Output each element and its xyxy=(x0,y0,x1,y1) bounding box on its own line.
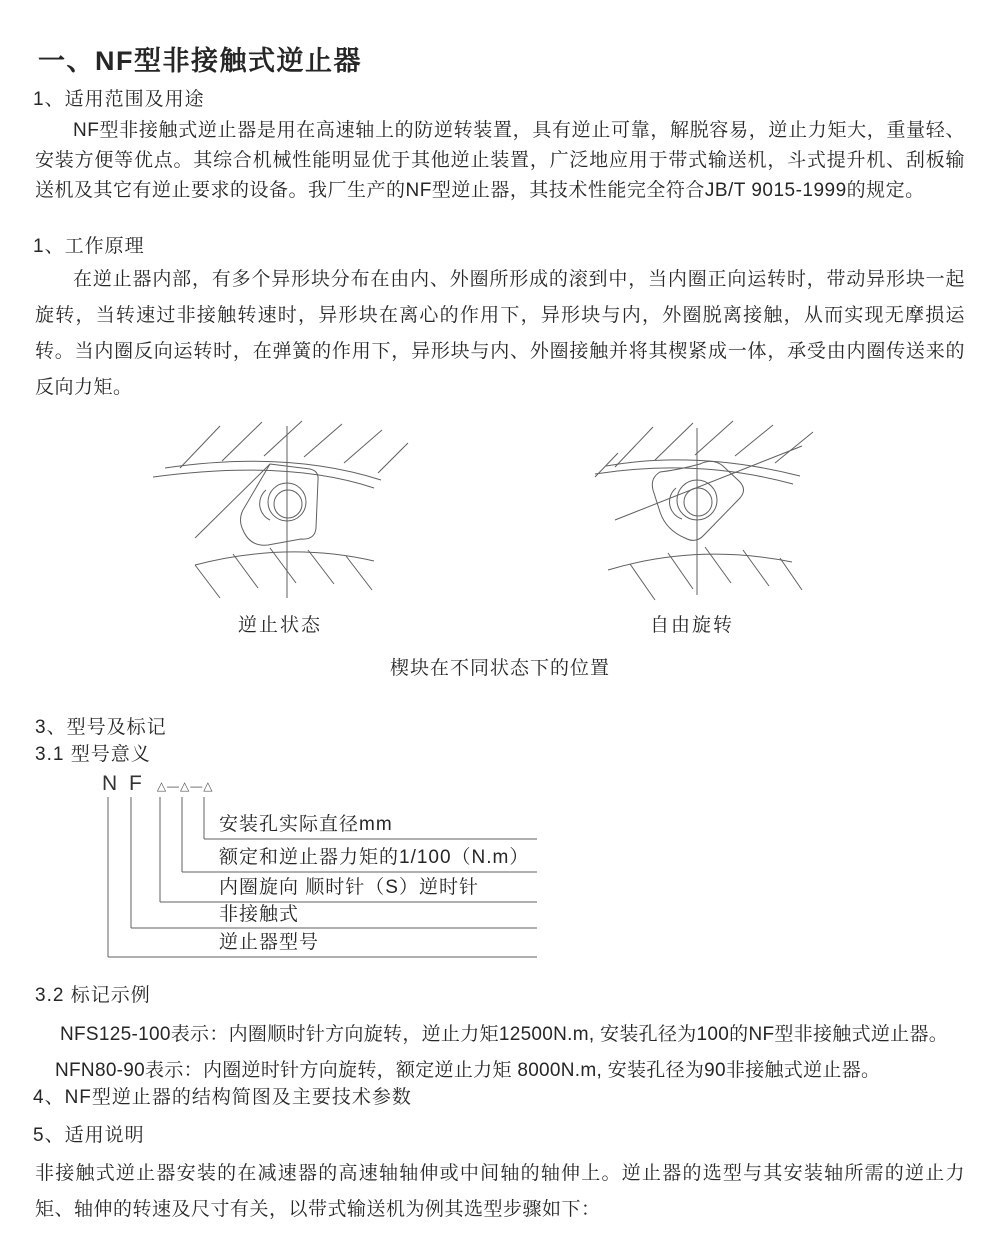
designation-diagram xyxy=(35,770,965,970)
section-heading-structure: 4、NF型逆止器的结构简图及主要技术参数 xyxy=(33,1087,412,1108)
model-code-placeholders: △—△—△ xyxy=(156,779,214,793)
figure-free-rotation xyxy=(590,420,820,615)
section-heading-principle: 1、工作原理 xyxy=(33,236,145,257)
figures-caption: 楔块在不同状态下的位置 xyxy=(389,658,610,679)
figure-label-backstop-state: 逆止状态 xyxy=(237,615,322,636)
section-heading-application: 5、适用说明 xyxy=(33,1125,145,1146)
application-paragraph: 非接触式逆止器安装的在减速器的高速轴轴伸或中间轴的轴伸上。逆止器的选型与其安装轴所需的逆止力矩、轴伸的转速及尺寸有关，以带式输送机为例其选型步骤如下： xyxy=(35,1163,965,1220)
document-title: 一、NF型非接触式逆止器 xyxy=(38,46,362,76)
designation-label-non-contact: 非接触式 xyxy=(219,904,300,925)
designation-label-rated-torque: 额定和逆止器力矩的1/100（N.m） xyxy=(219,847,530,868)
section-heading-marking-example: 3.2 标记示例 xyxy=(35,985,151,1006)
figure-backstop-state xyxy=(150,420,410,615)
section-heading-usage: 1、适用范围及用途 xyxy=(33,89,205,110)
designation-label-model-type: 逆止器型号 xyxy=(219,932,320,953)
model-code xyxy=(102,772,214,796)
designation-lines xyxy=(35,770,965,970)
backstop-state-drawing xyxy=(150,420,410,610)
marking-example-1: NFS125-100表示：内圈顺时针方向旋转，逆止力矩12500N.m, 安装孔径为100的NF型非接触式逆止器。 xyxy=(60,1024,949,1045)
marking-example-2: NFN80-90表示：内圈逆时针方向旋转，额定逆止力矩 8000N.m, 安装孔径为90非接触式逆止器。 xyxy=(55,1060,881,1081)
model-code-prefix: N F xyxy=(102,772,145,795)
principle-paragraph: 在逆止器内部，有多个异形块分布在由内、外圈所形成的滚到中，当内圈正向运转时，带动异形块一起旋转，当转速过非接触转速时，异形块在离心的作用下，异形块与内，外圈脱离接触，从而实现无摩损运转。当内圈反向运转时，在弹簧的作用下，异形块与内、外圈接触并将其楔紧成一体，承受由内圈传送来的反向力矩。 xyxy=(35,269,965,398)
designation-label-rotation-direction: 内圈旋向 顺时针（S）逆时针 xyxy=(219,877,479,898)
subsection-heading-model-meaning: 3.1 型号意义 xyxy=(35,744,151,765)
figure-label-free-rotation: 自由旋转 xyxy=(649,615,734,636)
designation-label-bore-diameter: 安装孔实际直径mm xyxy=(219,814,393,835)
usage-paragraph: NF型非接触式逆止器是用在高速轴上的防逆转装置，具有逆止可靠，解脱容易，逆止力矩大，重量轻、安装方便等优点。其综合机械性能明显优于其他逆止装置，广泛地应用于带式输送机，斗式提升机、刮板输送机及其它有逆止要求的设备。我厂生产的NF型逆止器，其技术性能完全符合JB/T 9015-1999的规定。 xyxy=(35,120,965,201)
free-rotation-drawing xyxy=(590,420,820,610)
section-heading-model: 3、型号及标记 xyxy=(35,717,167,738)
